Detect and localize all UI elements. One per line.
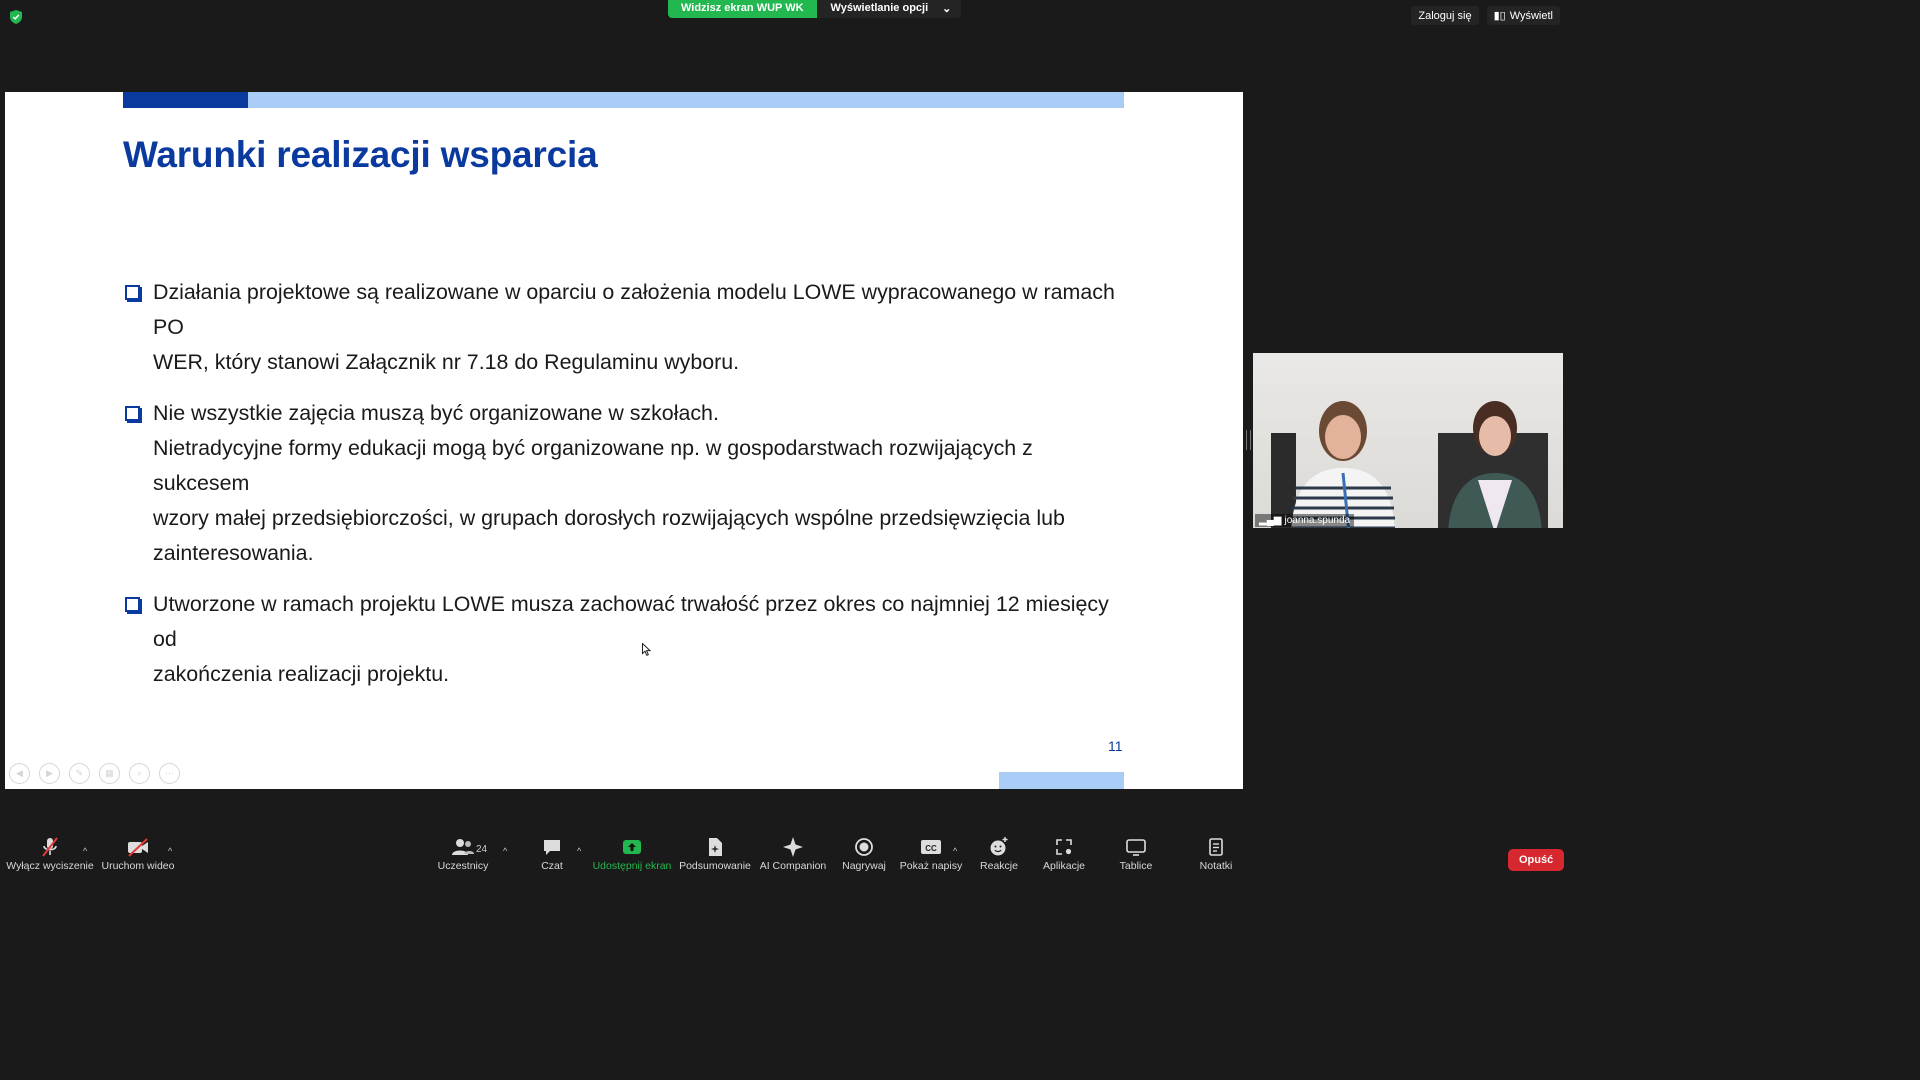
participants-button[interactable] xyxy=(413,836,513,872)
meeting-toolbar xyxy=(0,836,1568,882)
view-options-label: Wyświetlanie opcji xyxy=(830,2,929,14)
summary-label: Podsumowanie xyxy=(679,860,751,872)
participant-video-person-right xyxy=(1438,398,1548,528)
security-shield-icon[interactable] xyxy=(10,10,22,24)
screen-share-banner xyxy=(668,0,961,18)
view-button[interactable] xyxy=(1487,6,1560,25)
view-label: Wyświetl xyxy=(1509,9,1553,22)
leave-button[interactable]: Opuść xyxy=(1508,849,1564,871)
chat-icon xyxy=(541,836,563,858)
bullet-list xyxy=(123,275,1133,708)
bullet-item xyxy=(123,275,1133,380)
mouse-cursor-icon xyxy=(642,643,651,656)
notes-label: Notatki xyxy=(1199,860,1233,872)
whiteboards-label: Tablice xyxy=(1119,860,1153,872)
bullet-item xyxy=(123,587,1133,692)
square-bullet-icon xyxy=(125,285,140,300)
participant-video-tile[interactable] xyxy=(1253,353,1563,528)
svg-text:CC: CC xyxy=(925,844,937,853)
chat-options-caret-icon[interactable]: ^ xyxy=(577,846,582,856)
whiteboard-icon xyxy=(1125,836,1147,858)
slide-page-number: 11 xyxy=(1108,738,1123,754)
reactions-label: Reakcje xyxy=(980,860,1018,872)
bullet-text-line: Nie wszystkie zajęcia muszą być organizowane w szkołach. xyxy=(153,401,719,425)
more-icon[interactable]: ⋯ xyxy=(159,763,180,784)
chevron-down-icon: ⌄ xyxy=(942,3,952,15)
apps-grid-icon xyxy=(1053,836,1075,858)
participant-video-person-left xyxy=(1271,393,1406,528)
sign-in-button[interactable] xyxy=(1411,6,1478,25)
participants-count: 24 xyxy=(476,844,488,855)
start-video-button[interactable] xyxy=(88,836,188,872)
panel-resize-handle[interactable] xyxy=(1246,430,1251,450)
participant-name: joanna.spunda xyxy=(1284,515,1351,526)
shared-slide xyxy=(5,92,1243,789)
slides-icon[interactable]: ▦ xyxy=(99,763,120,784)
sign-in-label: Zaloguj się xyxy=(1418,9,1472,22)
previous-slide-icon[interactable]: ◀ xyxy=(9,763,30,784)
zoom-icon[interactable]: ⌕ xyxy=(129,763,150,784)
participants-options-caret-icon[interactable]: ^ xyxy=(503,846,508,856)
notes-icon xyxy=(1205,836,1227,858)
presentation-controls xyxy=(9,763,180,784)
reaction-emoji-icon xyxy=(988,836,1010,858)
microphone-muted-icon xyxy=(39,836,61,858)
footer-accent-bar xyxy=(999,772,1124,789)
view-options-button[interactable] xyxy=(817,0,962,18)
top-right-controls xyxy=(1411,6,1560,25)
bullet-text-line: Utworzone w ramach projektu LOWE musza zachować trwałość przez okres co najmniej 12 miesięcy od xyxy=(153,592,1109,651)
captions-cc-icon xyxy=(920,836,942,858)
pen-icon[interactable]: ✎ xyxy=(69,763,90,784)
ai-companion-label: AI Companion xyxy=(759,860,827,872)
bullet-text-line: Działania projektowe są realizowane w oparciu o założenia modelu LOWE wypracowanego w ramach PO xyxy=(153,280,1115,339)
slide-title: Warunki realizacji wsparcia xyxy=(123,134,598,175)
captions-options-caret-icon[interactable]: ^ xyxy=(953,846,958,856)
record-label: Nagrywaj xyxy=(842,860,886,872)
bullet-text-line: Nietradycyjne formy edukacji mogą być organizowane np. w gospodarstwach rozwijających z sukcesem xyxy=(153,436,1033,495)
camera-off-icon xyxy=(126,836,150,858)
bullet-text-line: zainteresowania. xyxy=(153,541,314,565)
bullet-text-line: wzory małej przedsiębiorczości, w grupach dorosłych rozwijających wspólne przedsięwzięcia lub xyxy=(153,506,1065,530)
notes-button[interactable] xyxy=(1166,836,1266,872)
header-accent-bar-light xyxy=(248,92,1124,108)
start-video-label: Uruchom wideo xyxy=(101,860,175,872)
bullet-text-line: WER, który stanowi Załącznik nr 7.18 do Regulaminu wyboru. xyxy=(153,350,740,374)
ai-sparkle-icon xyxy=(782,836,804,858)
record-icon xyxy=(853,836,875,858)
header-accent-bar-dark xyxy=(123,92,248,108)
share-screen-icon xyxy=(621,836,643,858)
participant-name-label xyxy=(1255,514,1354,527)
video-options-caret-icon[interactable]: ^ xyxy=(168,846,173,856)
share-screen-label: Udostępnij ekran xyxy=(592,860,672,872)
chat-label: Czat xyxy=(541,860,563,872)
participants-icon xyxy=(451,836,475,858)
view-layout-icon: ▮▯ xyxy=(1493,10,1506,22)
next-slide-icon[interactable]: ▶ xyxy=(39,763,60,784)
bullet-item xyxy=(123,396,1133,571)
participants-label: Uczestnicy xyxy=(437,860,489,872)
share-status-label: Widzisz ekran WUP WK xyxy=(668,0,817,18)
signal-strength-icon: ▂▄▆ xyxy=(1259,515,1282,526)
apps-label: Aplikacje xyxy=(1042,860,1086,872)
square-bullet-icon xyxy=(125,597,140,612)
unmute-label: Wyłącz wyciszenie xyxy=(6,860,94,872)
audio-options-caret-icon[interactable]: ^ xyxy=(83,846,88,856)
bullet-text-line: zakończenia realizacji projektu. xyxy=(153,662,450,686)
show-captions-label: Pokaż napisy xyxy=(899,860,963,872)
square-bullet-icon xyxy=(125,406,140,421)
summary-document-icon xyxy=(704,836,726,858)
